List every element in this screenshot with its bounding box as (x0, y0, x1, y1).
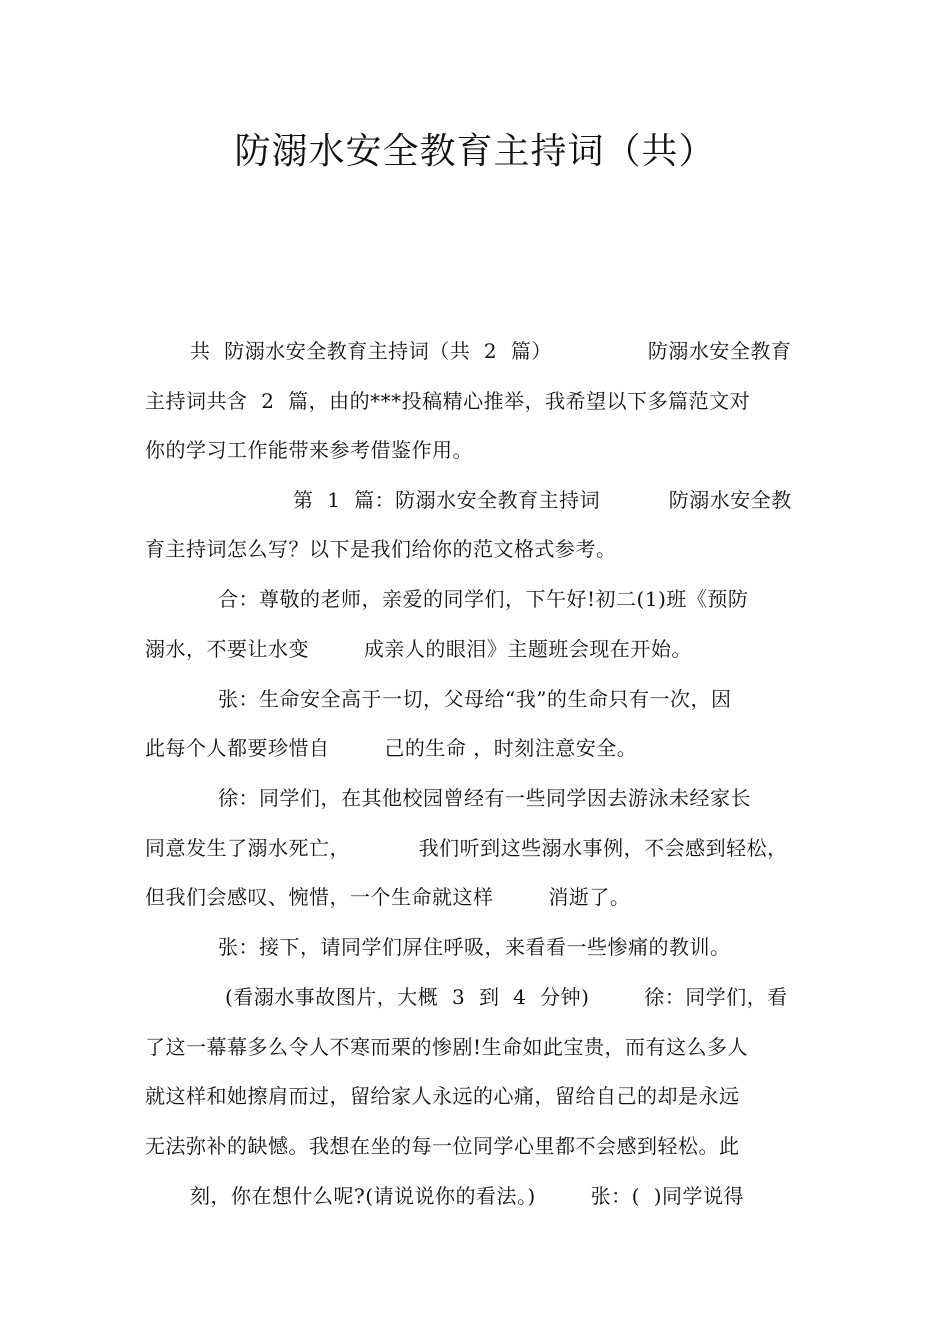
body-line-16: 就这样和她擦肩而过，留给家人永远的心痛，留给自己的却是永远 (145, 1084, 740, 1108)
body-line-8: 张：生命安全高于一切，父母给“我”的生命只有一次，因 (218, 687, 732, 711)
document-title: 防溺水安全教育主持词（共） (234, 131, 716, 172)
body-line-9: 此每个人都要珍惜自 己的生命 ，时刻注意安全。 (145, 736, 638, 760)
body-line-5: 育主持词怎么写？以下是我们给你的范文格式参考。 (145, 537, 617, 561)
body-line-2: 主持词共含 2 篇，由的***投稿精心推举，我希望以下多篇范文对 (145, 389, 751, 413)
body-line-1: 共 防溺水安全教育主持词（共 2 篇） 防溺水安全教育 (190, 339, 792, 363)
body-line-17: 无法弥补的缺憾。我想在坐的每一位同学心里都不会感到轻松。此 (145, 1134, 740, 1158)
body-line-14: (看溺水事故图片，大概 3 到 4 分钟) 徐：同学们，看 (225, 985, 788, 1009)
body-line-6: 合：尊敬的老师，亲爱的同学们，下午好!初二(1)班《预防 (218, 587, 749, 611)
body-line-4: 第 1 篇：防溺水安全教育主持词 防溺水安全教 (293, 488, 792, 512)
body-line-15: 了这一幕幕多么令人不寒而栗的惨剧!生命如此宝贵，而有这么多人 (145, 1035, 749, 1059)
body-line-13: 张：接下，请同学们屏住呼吸，来看看一些惨痛的教训。 (218, 935, 731, 959)
body-line-10: 徐：同学们，在其他校园曾经有一些同学因去游泳未经家长 (218, 786, 751, 810)
body-line-11: 同意发生了溺水死亡， 我们听到这些溺水事例，不会感到轻松， (145, 836, 788, 860)
body-line-12: 但我们会感叹、惋惜，一个生命就这样 消逝了。 (145, 885, 631, 909)
body-line-18: 刻，你在想什么呢?(请说说你的看法。) 张：( )同学说得 (190, 1184, 745, 1208)
body-line-7: 溺水，不要让水变 成亲人的眼泪》主题班会现在开始。 (145, 637, 692, 661)
body-line-3: 你的学习工作能带来参考借鉴作用。 (145, 438, 473, 462)
